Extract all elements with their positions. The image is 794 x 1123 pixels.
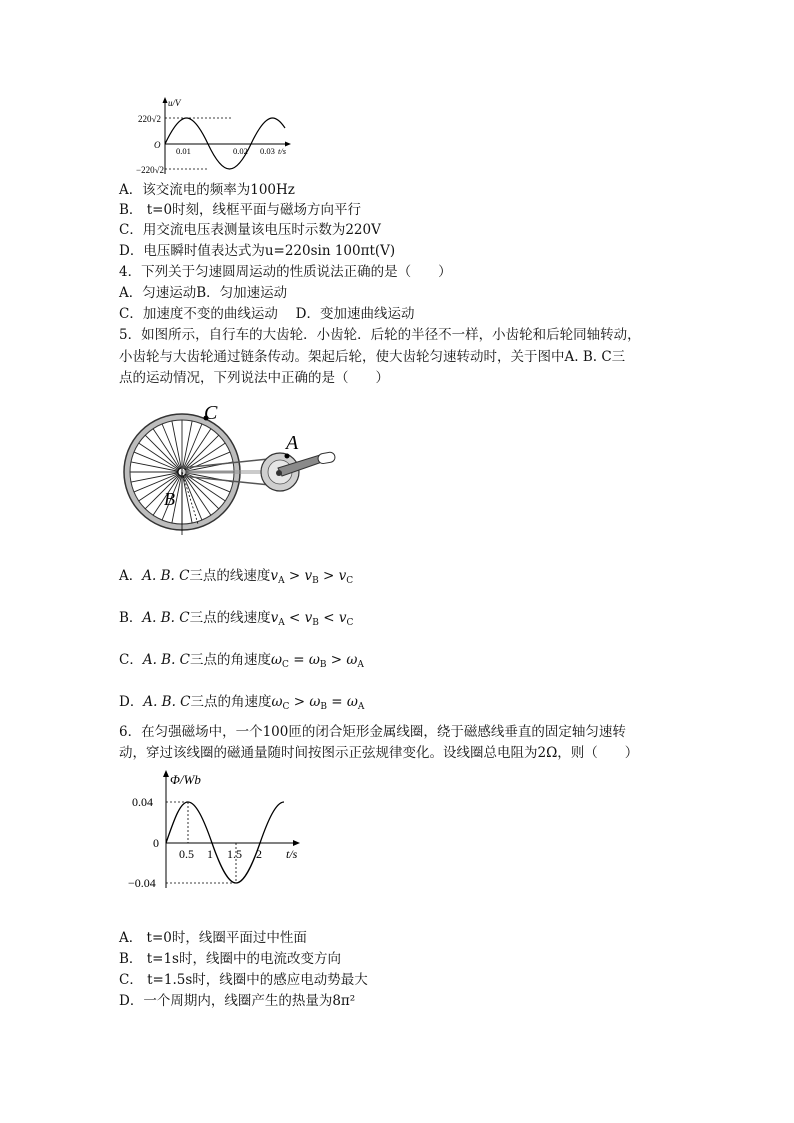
fig2-xtick-2: 1: [207, 847, 213, 861]
q4-options-cd: C．加速度不变的曲线运动 D．变加速曲线运动: [119, 306, 415, 322]
q3-option-c: C．用交流电压表测量该电压时示数为220V: [119, 222, 381, 238]
fig2-xtick-1: 0.5: [179, 847, 194, 861]
fig2-xtick-4: 2: [256, 847, 262, 861]
fig2-ylabel: Φ/Wb: [170, 772, 201, 787]
q5-option-d: D．A. B. C三点的角速度$\omega_C > \omega_B = \omega_A$: [119, 694, 365, 712]
q6-option-b: B． t=1s时，线圈中的电流改变方向: [119, 951, 341, 967]
q3-option-a: A．该交流电的频率为100Hz: [119, 182, 295, 198]
q4-options-ab: A．匀速运动B．匀加速运动: [119, 285, 288, 301]
fig1-ymin: −220√2: [136, 165, 165, 175]
q6-option-d: D．一个周期内，线圈产生的热量为8π²: [119, 993, 356, 1009]
q4-stem: 4．下列关于匀速圆周运动的性质说法正确的是（ ）: [119, 264, 452, 280]
fig1-xtick-2: 0.02: [233, 146, 248, 156]
fig2-ymin: −0.04: [128, 876, 156, 890]
bicycle-figure: [120, 400, 350, 540]
q6-stem-line1: 6．在匀强磁场中，一个100匝的闭合矩形金属线圈，绕于磁感线垂直的固定轴匀速转: [119, 724, 626, 740]
fig2-xtick-3: 1.5: [227, 847, 242, 861]
fig2-xunit: t/s: [286, 847, 298, 861]
fig1-xtick-3: 0.03: [260, 146, 275, 156]
q5-stem-line2: 小齿轮与大齿轮通过链条传动。架起后轮，使大齿轮匀速转动时，关于图中A. B. C三: [119, 349, 626, 365]
q6-option-a: A． t=0时，线圈平面过中性面: [119, 930, 307, 946]
point-a-label: A: [286, 432, 299, 454]
voltage-graph: [136, 96, 300, 178]
q5-option-a: A．A. B. C三点的线速度$v_A > v_B > v_C$: [119, 568, 354, 586]
fig2-origin: 0: [153, 836, 159, 850]
fig2-ymax: 0.04: [132, 795, 153, 809]
q5-stem-line1: 5．如图所示，自行车的大齿轮．小齿轮．后轮的半径不一样，小齿轮和后轮同轴转动，: [119, 327, 641, 343]
q5-option-b: B．A. B. C三点的线速度$v_A < v_B < v_C$: [119, 610, 354, 628]
flux-graph: [126, 768, 316, 893]
fig1-ymax: 220√2: [138, 114, 161, 124]
q3-option-d: D．电压瞬时值表达式为u=220sin 100πt(V): [119, 243, 396, 259]
q5-stem-line3: 点的运动情况，下列说法中正确的是（ ）: [119, 370, 389, 386]
fig1-origin: O: [154, 140, 161, 150]
fig1-xtick-1: 0.01: [176, 146, 191, 156]
q6-option-c: C． t=1.5s时，线圈中的感应电动势最大: [119, 972, 368, 988]
point-c-label: C: [204, 402, 218, 424]
fig1-xunit: t/s: [278, 146, 287, 156]
q5-option-c: C．A. B. C三点的角速度$\omega_C = \omega_B > \omega_A$: [119, 652, 364, 670]
point-b-label: B: [164, 489, 175, 509]
q3-option-b: B． t=0时刻，线框平面与磁场方向平行: [119, 202, 362, 218]
q6-stem-line2: 动，穿过该线圈的磁通量随时间按图示正弦规律变化。设线圈总电阻为2Ω，则（ ）: [119, 745, 639, 761]
fig1-ylabel: u/V: [168, 98, 181, 108]
